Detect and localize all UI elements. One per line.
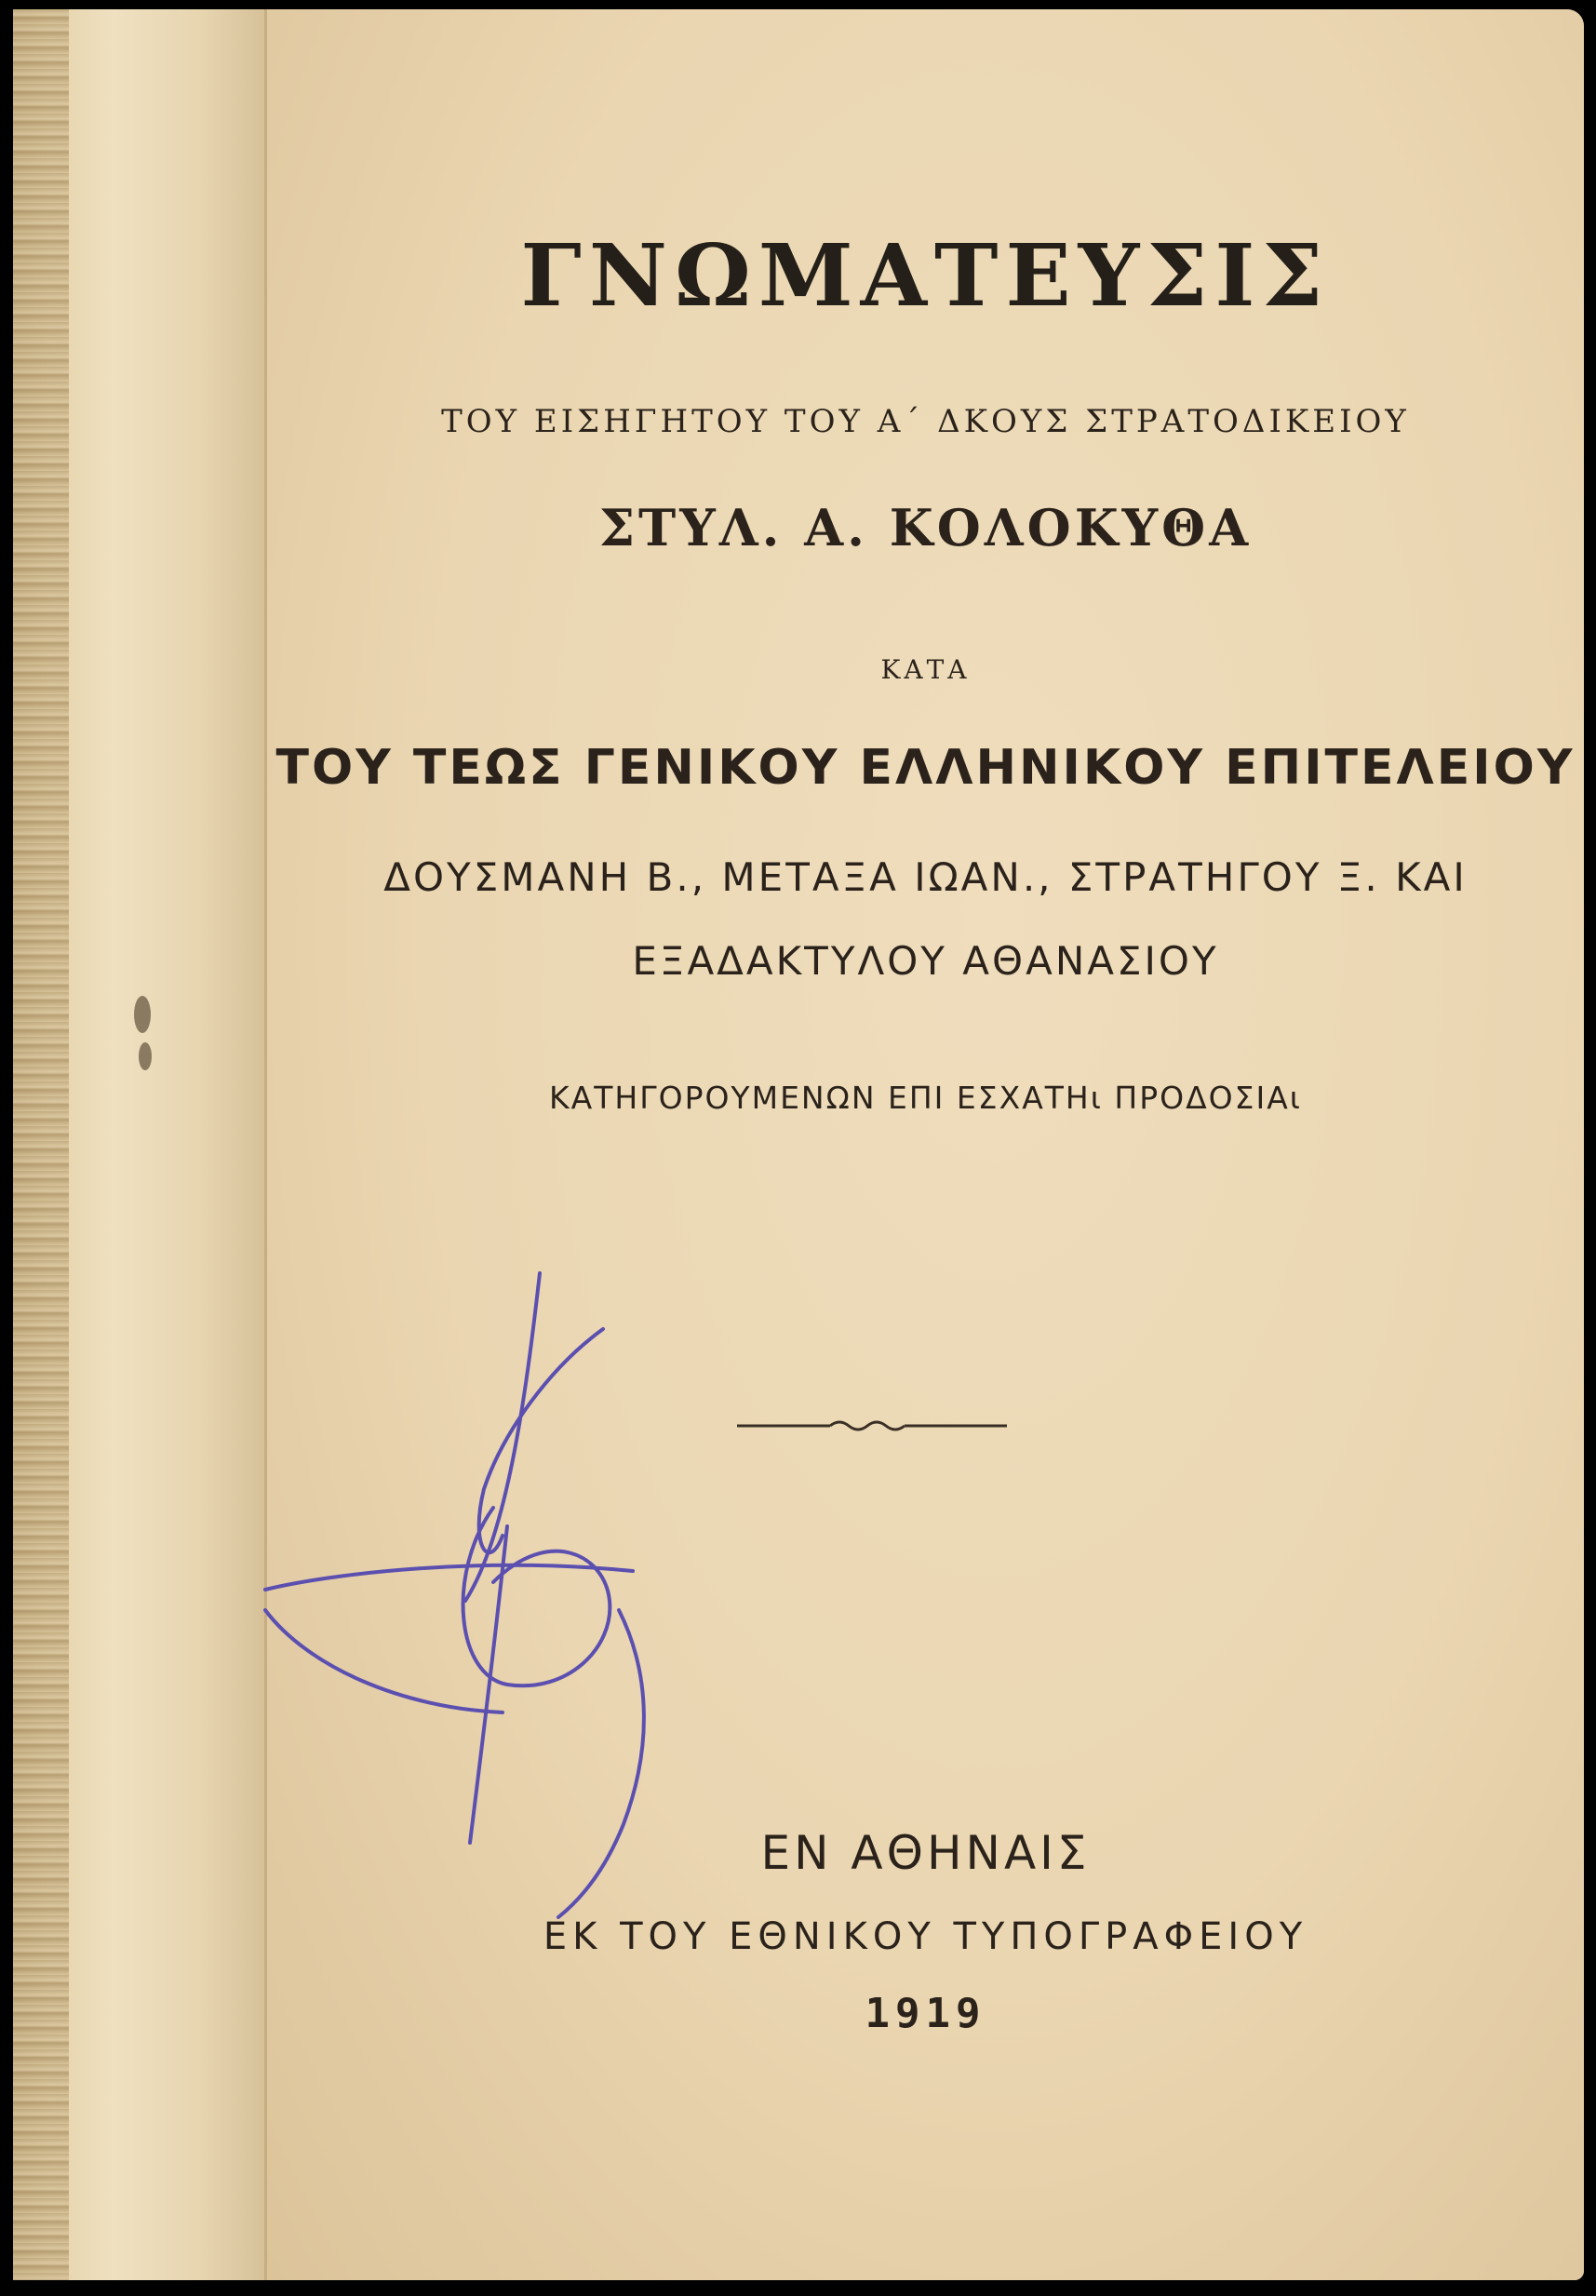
- cover-author: ΣΤΥΛ. Α. ΚΟΛΟΚΥΘΑ: [598, 498, 1253, 557]
- cover-staff: ΤΟΥ ΤΕΩΣ ΓΕΝΙΚΟΥ ΕΛΛΗΝΙΚΟΥ ΕΠΙΤΕΛΕΙΟΥ: [275, 740, 1576, 796]
- cover-subtitle: ΤΟΥ ΕΙΣΗΓΗΤΟΥ ΤΟΥ Α΄ ΔΚΟΥΣ ΣΤΡΑΤΟΔΙΚΕΙΟΥ: [441, 403, 1410, 440]
- cover-charge: ΚΑΤΗΓΟΡΟΥΜΕΝΩΝ ΕΠΙ ΕΣΧΑΤΗι ΠΡΟΔΟΣΙΑι: [549, 1080, 1302, 1116]
- cover-defendants-line1: ΔΟΥΣΜΑΝΗ Β., ΜΕΤΑΞΑ ΙΩΑΝ., ΣΤΡΑΤΗΓΟΥ Ξ. ΚΑΙ: [383, 854, 1468, 900]
- cover-defendants-line2: ΕΞΑΔΑΚΤΥΛΟΥ ΑΘΑΝΑΣΙΟΥ: [632, 938, 1219, 984]
- cover-title: ΓΝΩΜΑΤΕΥΣΙΣ: [520, 225, 1331, 326]
- cover-against: ΚΑΤΑ: [880, 654, 971, 685]
- cover-year: 1919: [865, 1990, 986, 2037]
- cover-printer: ΕΚ ΤΟΥ ΕΘΝΙΚΟΥ ΤΥΠΟΓΡΑΦΕΙΟΥ: [543, 1915, 1308, 1958]
- cover-place: ΕΝ ΑΘΗΝΑΙΣ: [760, 1826, 1091, 1880]
